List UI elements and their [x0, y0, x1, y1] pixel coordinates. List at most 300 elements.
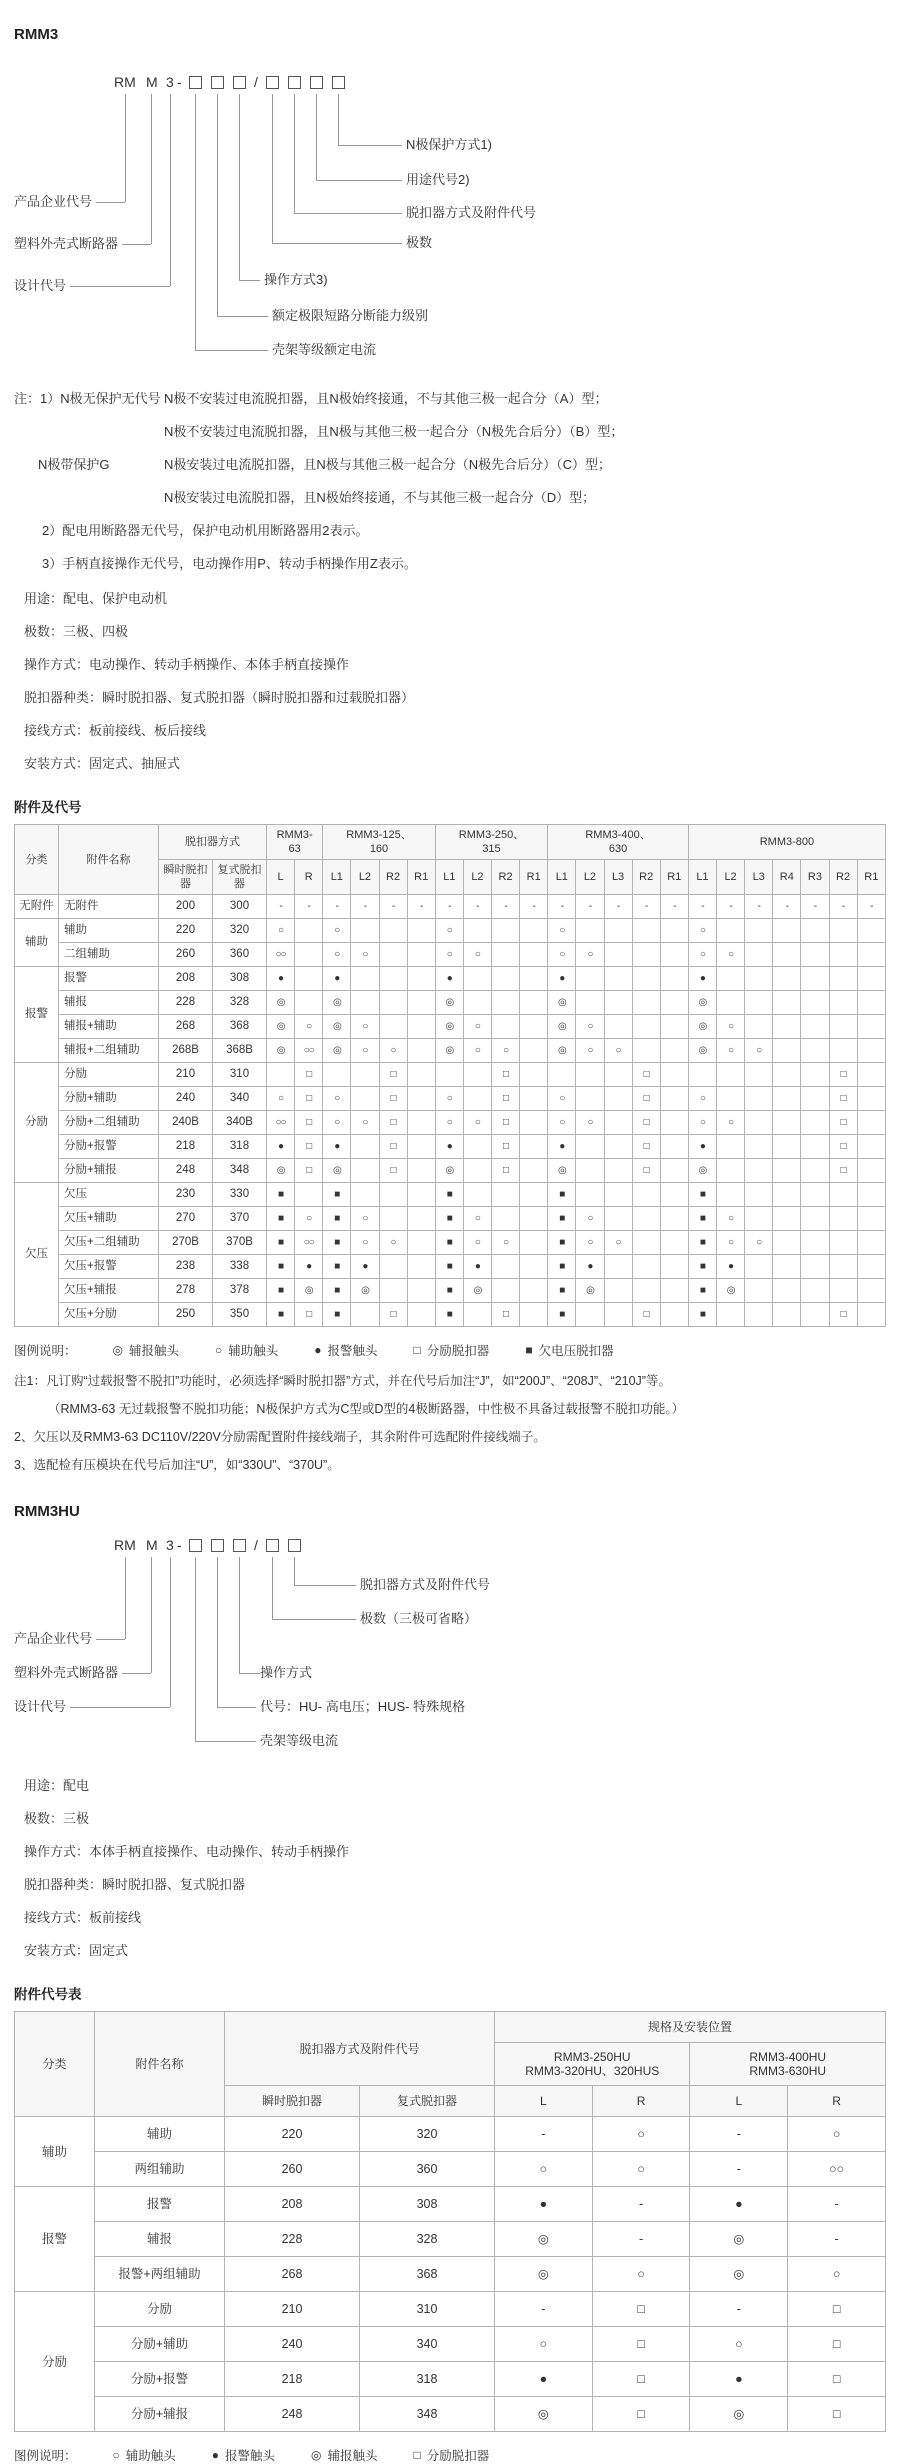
- position-cell: [801, 967, 829, 991]
- spec-line-operation: 操作方式：本体手柄直接操作、电动操作、转动手柄操作: [24, 1844, 350, 1859]
- position-cell: [660, 1231, 688, 1255]
- table-row: [15, 1303, 886, 1327]
- position-cell: -: [829, 895, 857, 919]
- table-header-row: [15, 825, 886, 860]
- table-row: [15, 1087, 886, 1111]
- position-cell: ●: [463, 1255, 491, 1279]
- position-cell: [520, 1087, 548, 1111]
- position-cell: ○: [688, 943, 716, 967]
- position-cell: ○: [745, 1231, 773, 1255]
- diagram-label-operation-mode: 操作方式3): [264, 272, 328, 287]
- position-cell: [857, 1255, 885, 1279]
- position-cell: [745, 1279, 773, 1303]
- position-cell: [576, 1063, 604, 1087]
- position-cell: □: [295, 1303, 323, 1327]
- position-cell: ◎: [576, 1279, 604, 1303]
- position-cell: -: [520, 895, 548, 919]
- instantaneous-code-cell: 240: [159, 1087, 213, 1111]
- position-cell: ○: [592, 2117, 690, 2152]
- accessory-name-cell: 报警: [59, 967, 159, 991]
- col-header-category: 分类: [15, 825, 59, 895]
- position-cell: [379, 1207, 407, 1231]
- position-cell: ○○: [788, 2152, 886, 2187]
- position-cell: [717, 1303, 745, 1327]
- position-cell: □: [295, 1111, 323, 1135]
- position-cell: □: [592, 2327, 690, 2362]
- position-cell: -: [495, 2292, 593, 2327]
- position-cell: ○: [323, 1087, 351, 1111]
- connector-line: [338, 145, 402, 146]
- compound-code-cell: 368B: [213, 1039, 267, 1063]
- accessory-name-cell: 辅报+二组辅助: [59, 1039, 159, 1063]
- position-cell: [745, 1087, 773, 1111]
- code-dash: -: [177, 74, 182, 90]
- position-cell: [351, 1135, 379, 1159]
- rmm3-notes: [14, 382, 886, 580]
- connector-line: [316, 180, 402, 181]
- shunt-release-icon: □: [413, 1343, 421, 1357]
- position-cell: ○: [592, 2152, 690, 2187]
- position-cell: [632, 1279, 660, 1303]
- connector-line: [272, 1619, 356, 1620]
- position-cell: [660, 919, 688, 943]
- compound-code-cell: 310: [213, 1063, 267, 1087]
- position-cell: ■: [435, 1231, 463, 1255]
- col-header-group-400-630: RMM3-400、 630: [548, 825, 689, 860]
- table-header-row: [15, 2012, 886, 2043]
- rmm3-model-code-diagram: [14, 74, 886, 374]
- instantaneous-code-cell: 248: [159, 1159, 213, 1183]
- position-cell: [351, 991, 379, 1015]
- accessory-name-cell: 分励: [59, 1063, 159, 1087]
- position-cell: [660, 1135, 688, 1159]
- note-right: N极不安装过电流脱扣器，且N极始终接通，不与其他三极一起合分（A）型；: [164, 391, 608, 406]
- position-cell: ○: [717, 1015, 745, 1039]
- diagram-label-frame-current: 壳架等级额定电流: [272, 342, 377, 357]
- position-cell: [351, 1063, 379, 1087]
- table-row: [15, 2222, 886, 2257]
- diagram-label-design-code: 设计代号: [14, 1699, 67, 1714]
- position-cell: ○: [267, 919, 295, 943]
- position-cell: ■: [548, 1183, 576, 1207]
- position-cell: -: [788, 2187, 886, 2222]
- position-cell: ○: [435, 1111, 463, 1135]
- position-cell: [492, 943, 520, 967]
- position-cell: [520, 1279, 548, 1303]
- position-cell: ○: [463, 1111, 491, 1135]
- table-row: [15, 991, 886, 1015]
- subheader-instantaneous: 瞬时脱扣器: [159, 860, 213, 895]
- position-cell: [857, 1303, 885, 1327]
- accessory-name-cell: 二组辅助: [59, 943, 159, 967]
- position-cell: □: [379, 1159, 407, 1183]
- position-cell: ●: [688, 1135, 716, 1159]
- position-cell: [520, 1207, 548, 1231]
- rmm3-legend: [14, 1341, 886, 1359]
- position-header: R1: [660, 860, 688, 895]
- position-cell: [857, 1111, 885, 1135]
- table-row: [15, 1231, 886, 1255]
- position-cell: ○: [351, 1015, 379, 1039]
- position-cell: [745, 1207, 773, 1231]
- position-cell: [463, 1159, 491, 1183]
- position-cell: ◎: [267, 1039, 295, 1063]
- table-row: [15, 1135, 886, 1159]
- position-cell: ◎: [435, 1015, 463, 1039]
- position-cell: [717, 1087, 745, 1111]
- position-cell: ◎: [323, 1159, 351, 1183]
- position-cell: ◎: [690, 2222, 788, 2257]
- position-cell: -: [690, 2292, 788, 2327]
- position-cell: ●: [688, 967, 716, 991]
- position-cell: [801, 1279, 829, 1303]
- position-cell: ■: [323, 1255, 351, 1279]
- position-cell: [520, 1159, 548, 1183]
- position-cell: [379, 943, 407, 967]
- diagram-label-poles: 极数（三极可省略）: [360, 1611, 478, 1626]
- position-header: R: [788, 2086, 886, 2117]
- position-header: L1: [688, 860, 716, 895]
- position-cell: [773, 991, 801, 1015]
- position-cell: ■: [267, 1303, 295, 1327]
- position-cell: ○: [492, 1231, 520, 1255]
- position-cell: ○: [788, 2257, 886, 2292]
- position-cell: [492, 1255, 520, 1279]
- position-cell: ○: [576, 1015, 604, 1039]
- instantaneous-code-cell: 218: [225, 2362, 360, 2397]
- connector-line: [151, 94, 152, 244]
- code-box-breaking-capacity: [211, 76, 224, 89]
- position-cell: [745, 1303, 773, 1327]
- note-right: N极不安装过电流脱扣器，且N极与其他三极一起合分（N极先合后分）（B）型；: [164, 424, 624, 439]
- position-header: R1: [520, 860, 548, 895]
- accessory-name-cell: 报警: [95, 2187, 225, 2222]
- position-header: R: [295, 860, 323, 895]
- code-prefix-m: M: [146, 1537, 158, 1553]
- position-cell: [379, 1255, 407, 1279]
- position-cell: [295, 943, 323, 967]
- table-row: [15, 2187, 886, 2222]
- legend-item: ○ 辅助触头: [215, 1343, 279, 1358]
- code-design-number: 3: [166, 74, 174, 90]
- position-cell: □: [492, 1159, 520, 1183]
- position-cell: ○: [463, 943, 491, 967]
- instantaneous-code-cell: 260: [159, 943, 213, 967]
- position-cell: ●: [495, 2362, 593, 2397]
- col-header-accessory-name: 附件名称: [59, 825, 159, 895]
- position-cell: -: [323, 895, 351, 919]
- accessory-name-cell: 分励+报警: [59, 1135, 159, 1159]
- spec-line-wiring: 接线方式：板前接线: [24, 1910, 142, 1925]
- instantaneous-code-cell: 270: [159, 1207, 213, 1231]
- position-header: L2: [576, 860, 604, 895]
- position-cell: -: [548, 895, 576, 919]
- position-cell: [435, 1063, 463, 1087]
- position-cell: [773, 1087, 801, 1111]
- position-cell: [857, 943, 885, 967]
- note-left: 注：1）N极无保护无代号: [14, 391, 161, 406]
- aux-alarm-contact-icon: ◎: [112, 1343, 123, 1357]
- position-cell: ■: [548, 1255, 576, 1279]
- compound-code-cell: 370: [213, 1207, 267, 1231]
- position-cell: [604, 1183, 632, 1207]
- compound-code-cell: 328: [360, 2222, 495, 2257]
- position-cell: [745, 943, 773, 967]
- position-cell: ◎: [548, 991, 576, 1015]
- position-cell: [492, 967, 520, 991]
- connector-line: [170, 1557, 171, 1707]
- col-header-group-63: RMM3- 63: [267, 825, 323, 860]
- note-row: [14, 415, 886, 448]
- instantaneous-code-cell: 218: [159, 1135, 213, 1159]
- connector-line: [217, 1557, 218, 1707]
- position-cell: [829, 1279, 857, 1303]
- connector-line: [294, 1557, 295, 1585]
- note-row: [14, 382, 886, 415]
- connector-line: [96, 1639, 125, 1640]
- position-cell: □: [492, 1303, 520, 1327]
- position-cell: [745, 1159, 773, 1183]
- position-cell: ■: [688, 1279, 716, 1303]
- table-row: [15, 2117, 886, 2152]
- position-cell: [857, 1159, 885, 1183]
- connector-line: [217, 94, 218, 316]
- compound-code-cell: 338: [213, 1255, 267, 1279]
- position-cell: [576, 1159, 604, 1183]
- position-cell: [379, 967, 407, 991]
- instantaneous-code-cell: 240: [225, 2327, 360, 2362]
- position-cell: □: [829, 1111, 857, 1135]
- position-header: R2: [632, 860, 660, 895]
- position-cell: [492, 991, 520, 1015]
- position-cell: [829, 967, 857, 991]
- position-cell: -: [495, 2117, 593, 2152]
- position-cell: [632, 1231, 660, 1255]
- accessory-name-cell: 辅报: [95, 2222, 225, 2257]
- compound-code-cell: 360: [360, 2152, 495, 2187]
- position-cell: [773, 1303, 801, 1327]
- hu-accessory-table-title: 附件代号表: [14, 1987, 82, 2002]
- code-box-operation-mode: [233, 76, 246, 89]
- position-cell: ○: [295, 1015, 323, 1039]
- position-cell: ●: [435, 967, 463, 991]
- position-cell: [632, 967, 660, 991]
- position-cell: ●: [548, 1135, 576, 1159]
- position-cell: [407, 967, 435, 991]
- position-cell: [323, 1063, 351, 1087]
- position-cell: [745, 1135, 773, 1159]
- note-2: 2）配电用断路器无代号，保护电动机用断路器用2表示。: [42, 523, 369, 538]
- position-cell: ○: [495, 2327, 593, 2362]
- footnote-1b: （RMM3-63 无过载报警不脱扣功能；N极保护方式为C型或D型的4极断路器，中性极不具备过载报警不脱扣功能。）: [48, 1402, 685, 1416]
- position-cell: ◎: [295, 1279, 323, 1303]
- position-cell: [773, 1111, 801, 1135]
- connector-line: [70, 1707, 170, 1708]
- position-cell: [520, 1231, 548, 1255]
- accessory-name-cell: 欠压+辅助: [59, 1207, 159, 1231]
- diagram-label-mccb: 塑料外壳式断路器: [14, 1665, 119, 1680]
- position-cell: □: [632, 1135, 660, 1159]
- position-cell: [407, 1207, 435, 1231]
- position-cell: [463, 991, 491, 1015]
- diagram-label-frame-current: 壳架等级电流: [260, 1733, 339, 1748]
- instantaneous-code-cell: 210: [225, 2292, 360, 2327]
- position-cell: -: [788, 2222, 886, 2257]
- col-header-group-125-160: RMM3-125、 160: [323, 825, 436, 860]
- accessory-name-cell: 分励+辅报: [95, 2397, 225, 2432]
- accessory-name-cell: 分励+辅报: [59, 1159, 159, 1183]
- position-cell: ◎: [435, 1039, 463, 1063]
- position-cell: [857, 1063, 885, 1087]
- position-cell: □: [379, 1111, 407, 1135]
- code-box-release-accessory: [288, 1539, 301, 1552]
- position-cell: [379, 991, 407, 1015]
- position-cell: [576, 1135, 604, 1159]
- diagram-label-n-pole-protection: N极保护方式1): [406, 137, 492, 152]
- position-cell: [745, 991, 773, 1015]
- position-cell: ■: [435, 1183, 463, 1207]
- accessory-name-cell: 报警+两组辅助: [95, 2257, 225, 2292]
- code-box-release-accessory: [288, 76, 301, 89]
- position-cell: ○: [717, 943, 745, 967]
- position-cell: [351, 1303, 379, 1327]
- position-cell: [632, 1015, 660, 1039]
- position-cell: ○: [295, 1207, 323, 1231]
- position-cell: ○: [717, 1231, 745, 1255]
- diagram-label-poles: 极数: [406, 235, 433, 250]
- connector-line: [239, 280, 260, 281]
- position-cell: ■: [323, 1231, 351, 1255]
- position-header: L3: [745, 860, 773, 895]
- position-cell: ●: [690, 2362, 788, 2397]
- position-cell: ○: [745, 1039, 773, 1063]
- position-cell: [801, 943, 829, 967]
- position-cell: [520, 1015, 548, 1039]
- accessory-name-cell: 分励+辅助: [95, 2327, 225, 2362]
- position-cell: [632, 919, 660, 943]
- position-cell: ◎: [435, 1159, 463, 1183]
- connector-line: [294, 213, 402, 214]
- position-cell: [520, 1111, 548, 1135]
- position-cell: [745, 1015, 773, 1039]
- table-row: [15, 967, 886, 991]
- position-cell: [801, 1087, 829, 1111]
- position-cell: ●: [351, 1255, 379, 1279]
- position-cell: ○: [435, 943, 463, 967]
- position-cell: [463, 1183, 491, 1207]
- position-cell: [801, 1015, 829, 1039]
- position-cell: □: [492, 1087, 520, 1111]
- col-header-group-250hu: RMM3-250HU RMM3-320HU、320HUS: [495, 2043, 690, 2086]
- compound-code-cell: 318: [213, 1135, 267, 1159]
- spec-line-application: 用途：配电、保护电动机: [24, 591, 168, 606]
- position-cell: [492, 1183, 520, 1207]
- position-cell: [632, 1207, 660, 1231]
- position-cell: [520, 1063, 548, 1087]
- position-cell: ■: [548, 1303, 576, 1327]
- category-cell: 欠压: [15, 1183, 59, 1327]
- position-cell: ●: [323, 967, 351, 991]
- subheader-instantaneous: 瞬时脱扣器: [225, 2086, 360, 2117]
- table-row: [15, 943, 886, 967]
- position-cell: [351, 1183, 379, 1207]
- position-cell: [773, 1207, 801, 1231]
- code-prefix-m: M: [146, 74, 158, 90]
- position-cell: [829, 943, 857, 967]
- position-header: L1: [435, 860, 463, 895]
- compound-code-cell: 360: [213, 943, 267, 967]
- position-cell: [857, 1135, 885, 1159]
- position-cell: □: [295, 1063, 323, 1087]
- position-cell: [773, 1135, 801, 1159]
- connector-line: [70, 286, 170, 287]
- position-header: R4: [773, 860, 801, 895]
- position-cell: ○: [351, 943, 379, 967]
- position-cell: □: [632, 1063, 660, 1087]
- code-box-n-pole-protection: [332, 76, 345, 89]
- position-cell: [407, 1111, 435, 1135]
- note-3: 3）手柄直接操作无代号，电动操作用P、转动手柄操作用Z表示。: [42, 556, 417, 571]
- legend-title: 图例说明：: [14, 2449, 77, 2463]
- category-cell: 分励: [15, 2292, 95, 2432]
- position-cell: ○: [351, 1039, 379, 1063]
- position-cell: [520, 967, 548, 991]
- connector-line: [195, 94, 196, 350]
- position-cell: [576, 967, 604, 991]
- position-cell: [492, 1207, 520, 1231]
- position-cell: □: [788, 2292, 886, 2327]
- position-cell: [801, 1231, 829, 1255]
- position-header: R2: [829, 860, 857, 895]
- position-cell: [801, 919, 829, 943]
- col-header-release-mode: 脱扣器方式: [159, 825, 267, 860]
- diagram-label-release-accessory-code: 脱扣器方式及附件代号: [406, 205, 537, 220]
- position-cell: ○: [604, 1039, 632, 1063]
- position-cell: [857, 1039, 885, 1063]
- position-cell: ◎: [267, 1015, 295, 1039]
- connector-line: [272, 243, 402, 244]
- category-cell: 辅助: [15, 2117, 95, 2187]
- position-cell: [604, 1255, 632, 1279]
- compound-code-cell: 320: [360, 2117, 495, 2152]
- position-cell: [576, 1303, 604, 1327]
- instantaneous-code-cell: 208: [225, 2187, 360, 2222]
- position-header: R3: [801, 860, 829, 895]
- position-cell: □: [295, 1087, 323, 1111]
- position-cell: [520, 1039, 548, 1063]
- position-cell: ■: [323, 1183, 351, 1207]
- table-row: [15, 919, 886, 943]
- diagram-label-breaking-capacity: 额定极限短路分断能力级别: [272, 308, 429, 323]
- compound-code-cell: 320: [213, 919, 267, 943]
- position-cell: [829, 1039, 857, 1063]
- connector-line: [195, 350, 268, 351]
- position-cell: ○: [717, 1039, 745, 1063]
- compound-code-cell: 308: [360, 2187, 495, 2222]
- position-cell: -: [267, 895, 295, 919]
- position-cell: -: [688, 895, 716, 919]
- position-cell: [660, 967, 688, 991]
- connector-line: [170, 94, 171, 286]
- position-cell: ○: [576, 1231, 604, 1255]
- position-cell: [801, 1159, 829, 1183]
- position-cell: [829, 919, 857, 943]
- position-cell: ◎: [717, 1279, 745, 1303]
- position-cell: ○: [323, 1111, 351, 1135]
- position-cell: ◎: [323, 991, 351, 1015]
- position-cell: [660, 1183, 688, 1207]
- position-cell: -: [690, 2117, 788, 2152]
